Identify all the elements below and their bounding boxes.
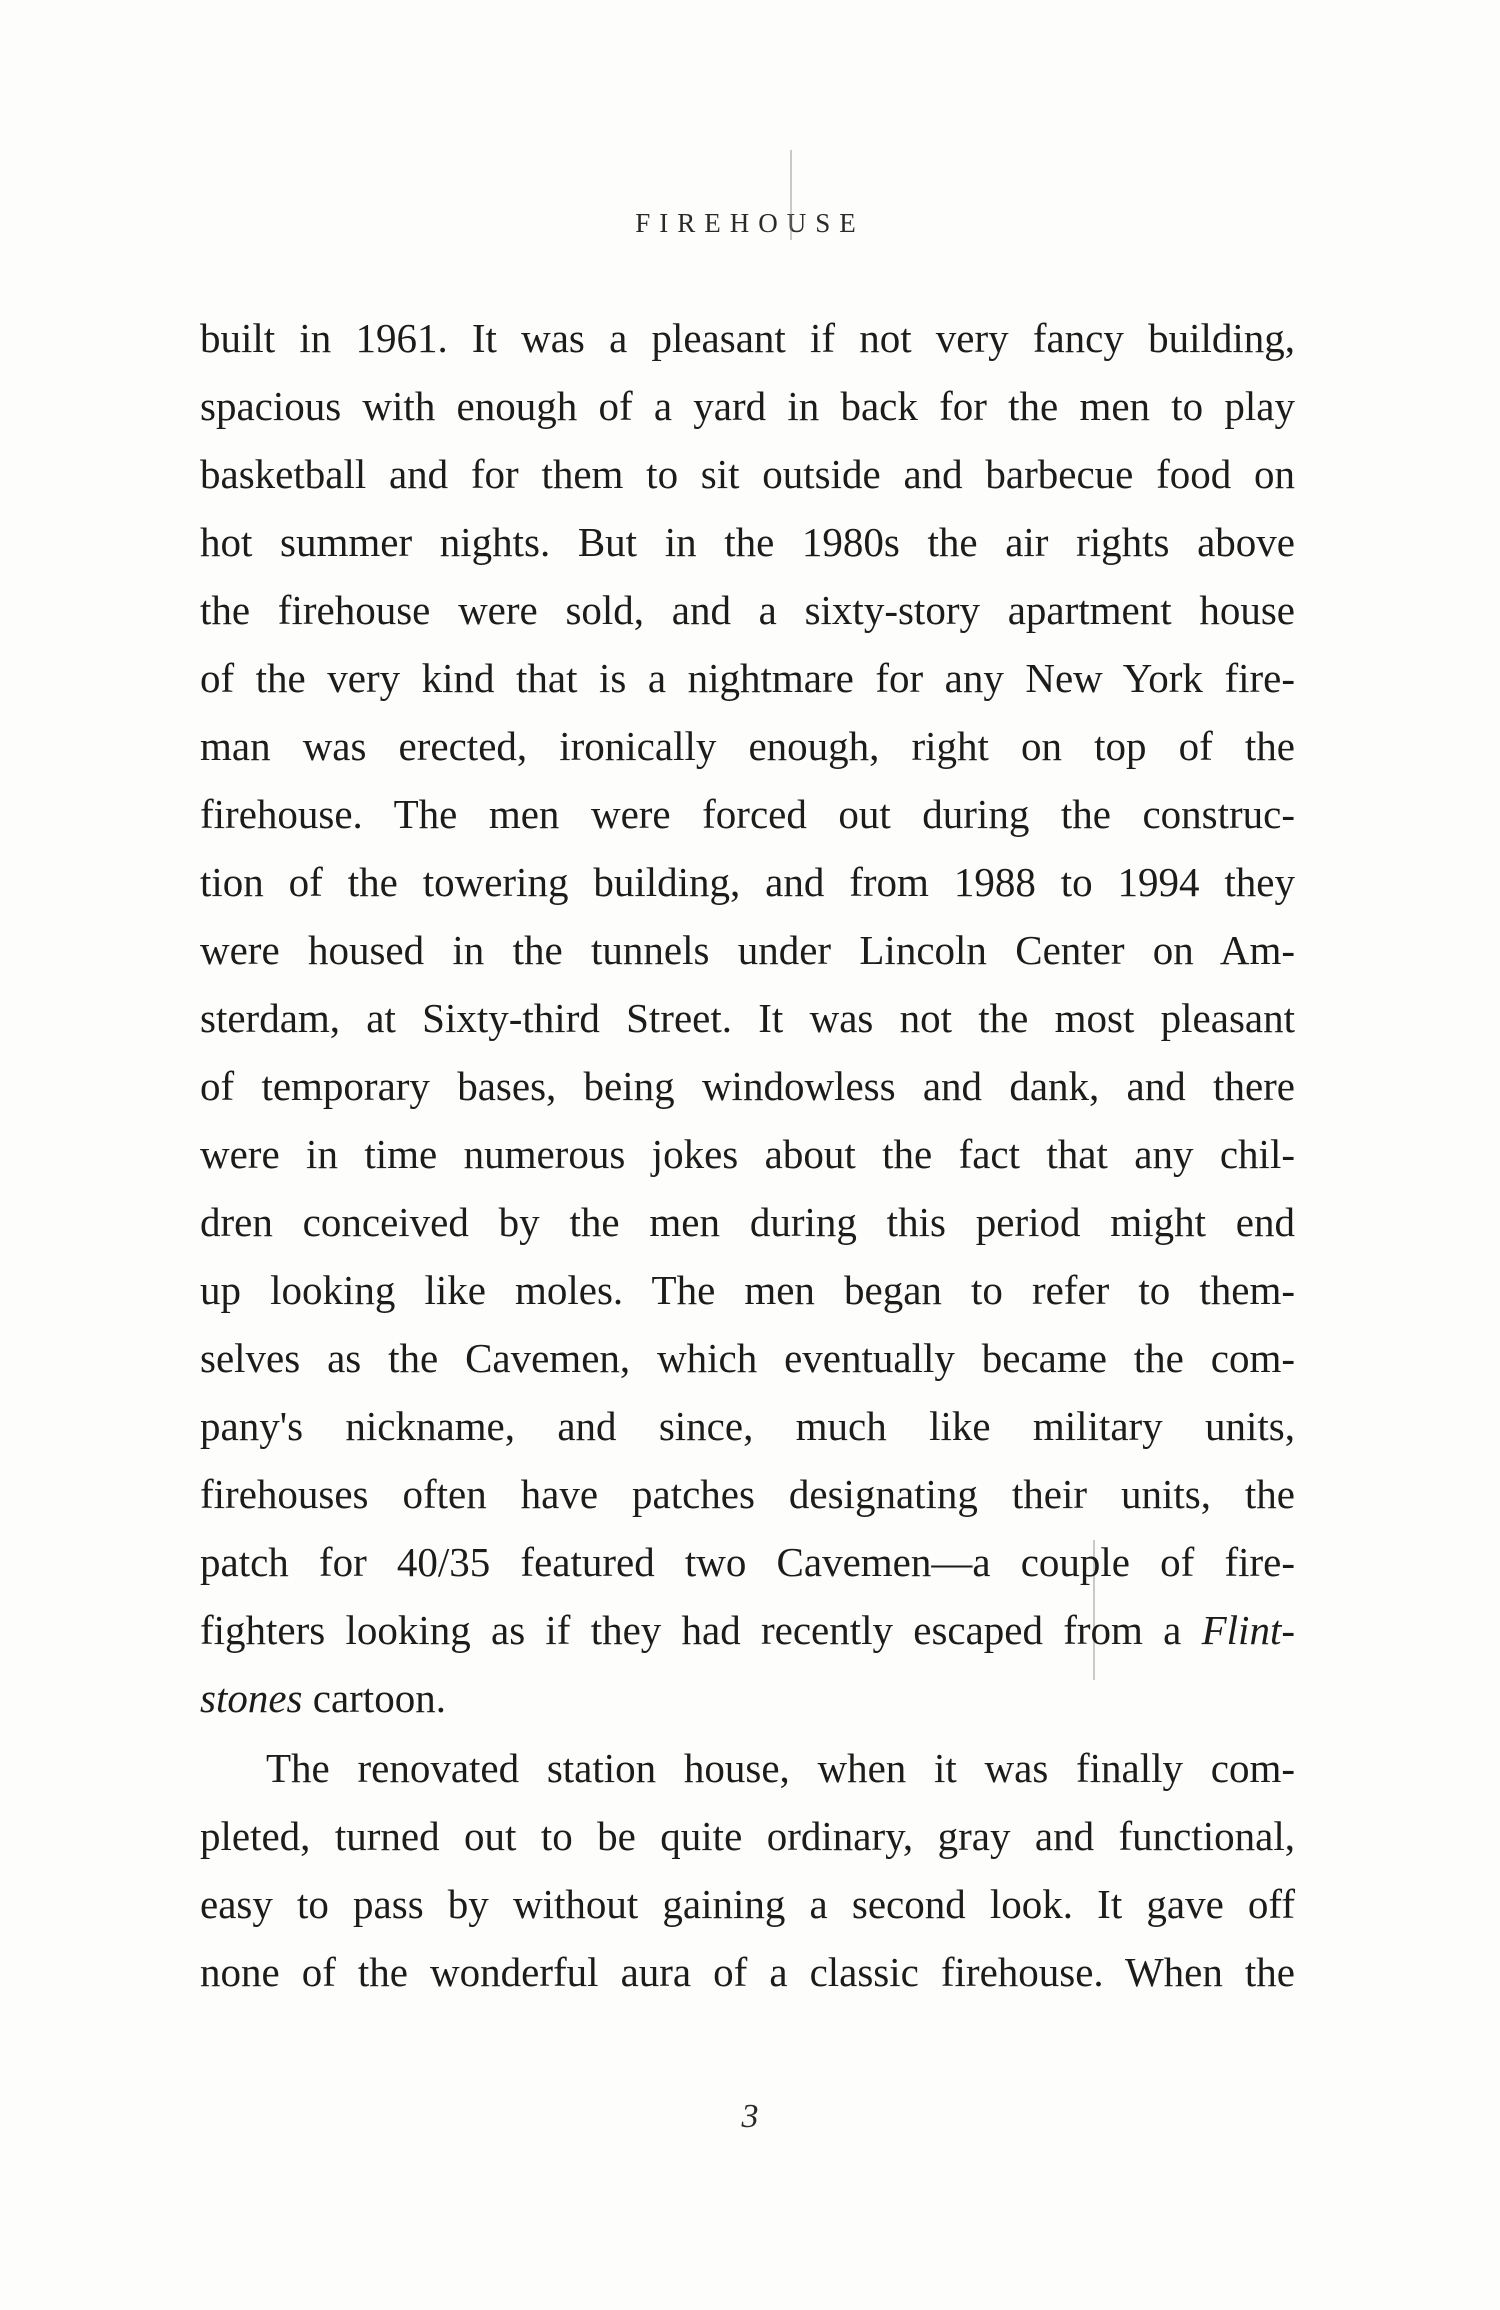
text-line: The renovated station house, when it was finally com-	[266, 1745, 1295, 1791]
text-line: selves as the Cavemen, which eventually became the com-	[200, 1335, 1295, 1381]
text-line: sterdam, at Sixty-third Street. It was not the most pleasant	[200, 995, 1295, 1041]
text-line: hot summer nights. But in the 1980s the air rights above	[200, 519, 1295, 565]
page-number: 3	[741, 2098, 759, 2135]
text-line: patch for 40/35 featured two Cavemen—a couple of fire-	[200, 1539, 1295, 1585]
scan-mark	[790, 150, 792, 240]
text-line: stones cartoon.	[200, 1675, 446, 1721]
text-line: firehouse. The men were forced out during the construc-	[200, 791, 1295, 837]
text-line: the firehouse were sold, and a sixty-story apartment house	[200, 587, 1295, 633]
italic-title: stones	[200, 1675, 303, 1721]
text-line: fighters looking as if they had recently escaped from a Flint-	[200, 1607, 1295, 1653]
italic-title: Flint-	[1201, 1607, 1295, 1653]
text-line: pany's nickname, and since, much like military units,	[200, 1403, 1295, 1449]
text-line: dren conceived by the men during this period might end	[200, 1199, 1295, 1245]
text-line: were housed in the tunnels under Lincoln Center on Am-	[200, 927, 1295, 973]
text-line: spacious with enough of a yard in back for the men to play	[200, 383, 1295, 429]
text-line: basketball and for them to sit outside and barbecue food on	[200, 451, 1295, 497]
text-line: built in 1961. It was a pleasant if not very fancy building,	[200, 315, 1295, 361]
text-line: of the very kind that is a nightmare for any New York fire-	[200, 655, 1295, 701]
text-line: man was erected, ironically enough, right on top of the	[200, 723, 1295, 769]
text-line: of temporary bases, being windowless and dank, and there	[200, 1063, 1295, 1109]
text-line: up looking like moles. The men began to refer to them-	[200, 1267, 1295, 1313]
text-line: were in time numerous jokes about the fact that any chil-	[200, 1131, 1295, 1177]
running-head: FIREHOUSE	[635, 208, 865, 238]
text-line: firehouses often have patches designating their units, the	[200, 1471, 1295, 1517]
text-line: easy to pass by without gaining a second look. It gave off	[200, 1881, 1295, 1927]
text-line: pleted, turned out to be quite ordinary, gray and functional,	[200, 1813, 1295, 1859]
text-line: tion of the towering building, and from 1988 to 1994 they	[200, 859, 1295, 905]
text-line: none of the wonderful aura of a classic firehouse. When the	[200, 1949, 1295, 1995]
